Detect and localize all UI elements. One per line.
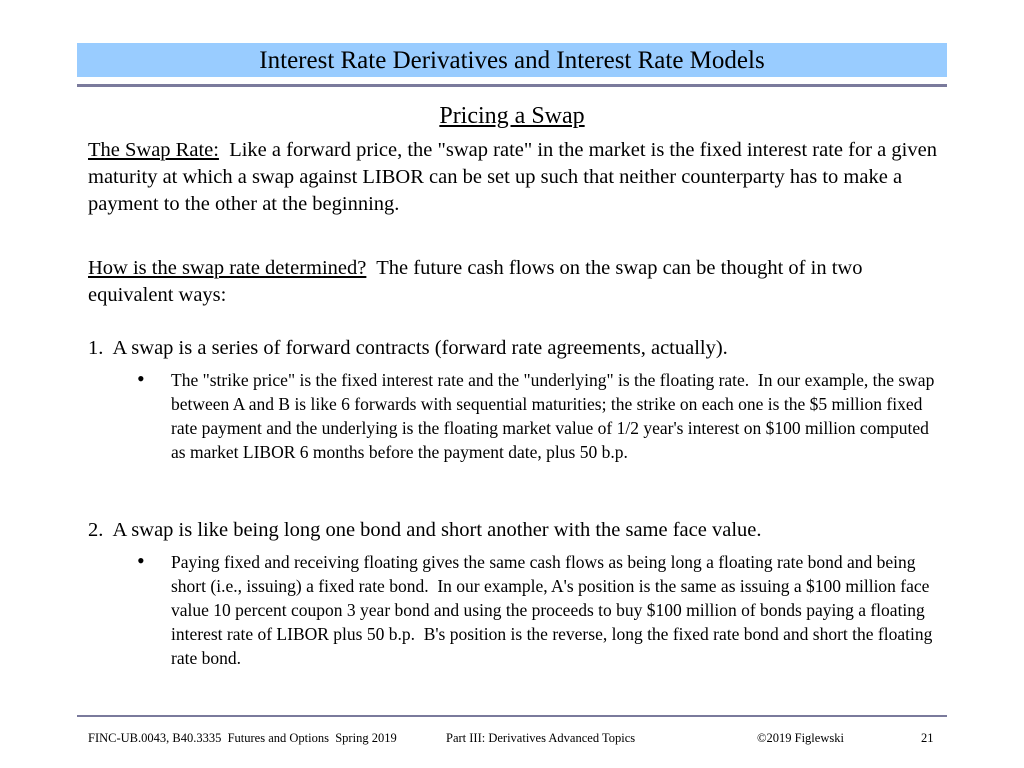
paragraph-text: Like a forward price, the "swap rate" in the market is the fixed interest rate for a given maturity at which a swap against LIBOR can be set up such that neither counterparty has to make a payment to the other at the beginning. [88, 139, 943, 215]
bullet-item-2 [137, 548, 941, 670]
bullet-text: Paying fixed and receiving floating gives the same cash flows as being long a floating rate bond and being short (i.e., issuing) a fixed rate bond. In our example, A's position is the same as issuing a $100 million face value 10 percent coupon 3 year bond and using the proceeds to buy $100 million of bonds paying a floating interest rate of LIBOR plus 50 b.p. B's position is the reverse, long the fixed rate bond and short the floating rate bond. [171, 552, 937, 668]
paragraph-swap-rate [88, 137, 943, 218]
bullet-text: The "strike price" is the fixed interest rate and the "underlying" is the floating rate. In our example, the swap between A and B is like 6 forwards with sequential maturities; the strike on each one is the $5 million fixed rate payment and the underlying is the floating market value of 1/2 year's interest on $100 million computed as market LIBOR 6 months before the payment date, plus 50 b.p. [171, 370, 939, 462]
slide-title: Pricing a Swap [439, 103, 585, 129]
footer-course: FINC-UB.0043, B40.3335 Futures and Options Spring 2019 [88, 731, 397, 745]
paragraph-lead: How is the swap rate determined? [88, 257, 367, 279]
header-title: Interest Rate Derivatives and Interest Rate Models [259, 46, 765, 74]
list-item-1: 1. A swap is a series of forward contracts (forward rate agreements, actually). [88, 337, 728, 359]
paragraph-text: The future cash flows on the swap can be thought of in two equivalent ways: [88, 257, 868, 306]
paragraph-swap-rate-determined [88, 255, 938, 309]
footer-divider [77, 715, 947, 717]
footer-page-number: 21 [921, 731, 934, 745]
header-band [77, 43, 947, 77]
footer-copyright: ©2019 Figlewski [757, 731, 844, 745]
bullet-item-1 [137, 366, 941, 464]
footer-part: Part III: Derivatives Advanced Topics [446, 731, 636, 745]
header-divider [77, 84, 947, 87]
bullet-dot-icon: • [137, 366, 145, 391]
paragraph-lead: The Swap Rate: [88, 139, 219, 161]
list-item-2: 2. A swap is like being long one bond and short another with the same face value. [88, 519, 762, 541]
bullet-dot-icon: • [137, 548, 145, 573]
